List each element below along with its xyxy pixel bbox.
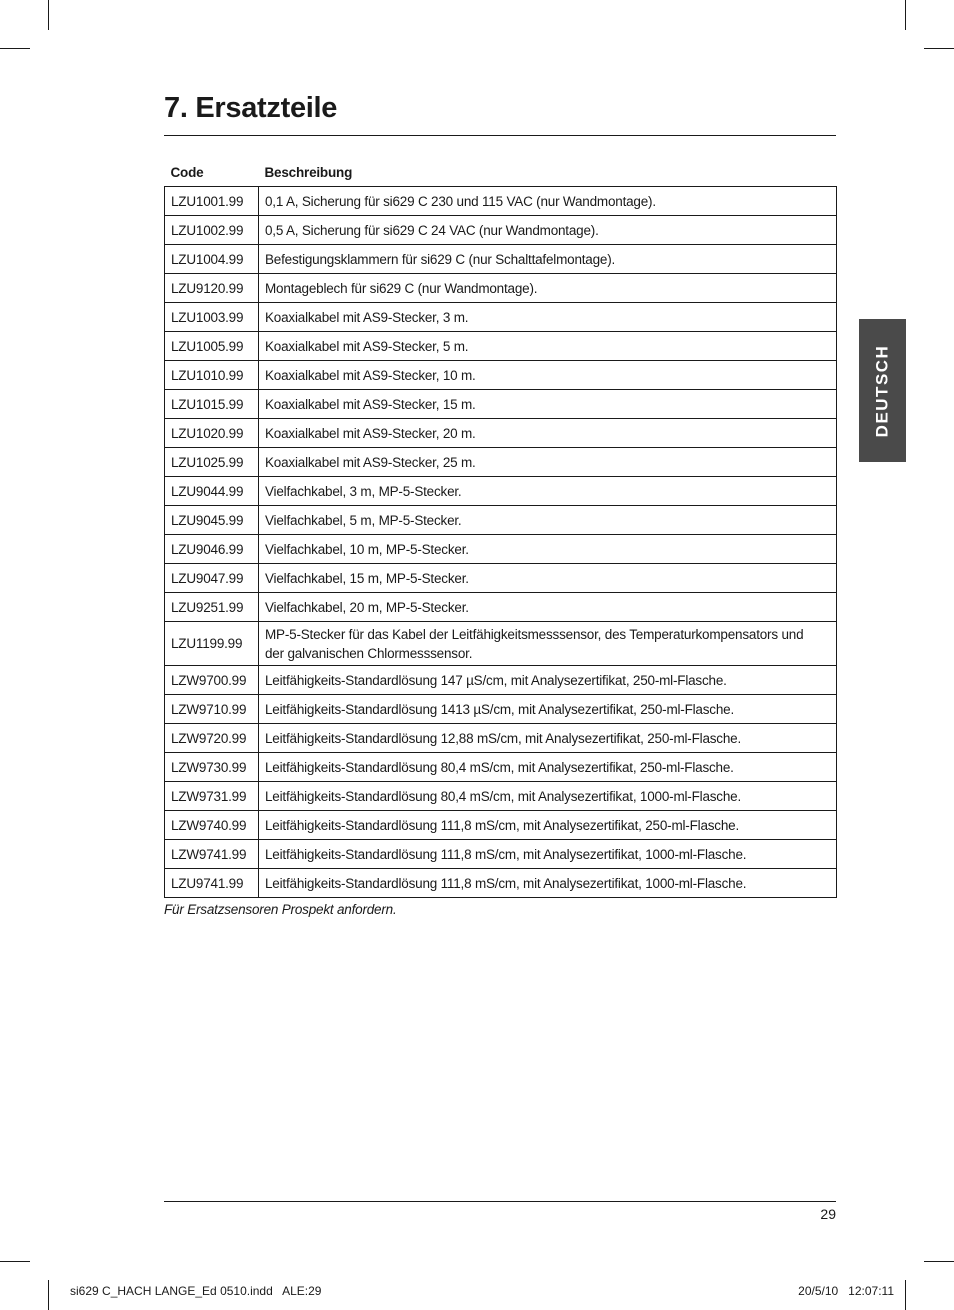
part-code: LZU9045.99 [165, 506, 259, 535]
part-code: LZU9046.99 [165, 535, 259, 564]
table-row [165, 840, 837, 869]
part-description: Koaxialkabel mit AS9-Stecker, 20 m. [259, 419, 837, 448]
crop-mark [924, 48, 954, 49]
part-description: Vielfachkabel, 15 m, MP-5-Stecker. [259, 564, 837, 593]
table-row [165, 390, 837, 419]
part-code: LZU1004.99 [165, 245, 259, 274]
part-code: LZU1010.99 [165, 361, 259, 390]
part-code: LZW9731.99 [165, 782, 259, 811]
table-row [165, 361, 837, 390]
crop-mark [48, 0, 49, 30]
print-slug-timestamp: 20/5/10 12:07:11 [798, 1284, 894, 1298]
language-tab [859, 319, 906, 462]
table-row [165, 419, 837, 448]
part-description: Montageblech für si629 C (nur Wandmontage). [259, 274, 837, 303]
part-code: LZW9741.99 [165, 840, 259, 869]
column-header-code: Code [170, 164, 204, 180]
page-title: 7. Ersatzteile [164, 92, 338, 124]
part-description: Leitfähigkeits-Standardlösung 80,4 mS/cm, mit Analysezertifikat, 250-ml-Flasche. [259, 753, 837, 782]
part-description: Koaxialkabel mit AS9-Stecker, 10 m. [259, 361, 837, 390]
part-description: Koaxialkabel mit AS9-Stecker, 5 m. [259, 332, 837, 361]
table-row [165, 303, 837, 332]
table-row [165, 869, 837, 898]
crop-mark [905, 1280, 906, 1310]
part-description: Vielfachkabel, 3 m, MP-5-Stecker. [259, 477, 837, 506]
table-row [165, 332, 837, 361]
crop-mark [48, 1280, 49, 1310]
table-row [165, 695, 837, 724]
table-row [165, 724, 837, 753]
part-description: Leitfähigkeits-Standardlösung 80,4 mS/cm, mit Analysezertifikat, 1000-ml-Flasche. [259, 782, 837, 811]
table-row [165, 535, 837, 564]
part-code: LZU1025.99 [165, 448, 259, 477]
part-code: LZU1015.99 [165, 390, 259, 419]
crop-mark [0, 48, 30, 49]
table-row [165, 782, 837, 811]
part-description: Koaxialkabel mit AS9-Stecker, 3 m. [259, 303, 837, 332]
part-code: LZW9740.99 [165, 811, 259, 840]
part-description: 0,1 A, Sicherung für si629 C 230 und 115 VAC (nur Wandmontage). [259, 187, 837, 216]
part-description: Koaxialkabel mit AS9-Stecker, 15 m. [259, 390, 837, 419]
language-tab-label: DEUTSCH [872, 344, 892, 437]
crop-mark [924, 1261, 954, 1262]
part-code: LZU1001.99 [165, 187, 259, 216]
table-row [165, 187, 837, 216]
part-code: LZU9047.99 [165, 564, 259, 593]
part-description: Vielfachkabel, 20 m, MP-5-Stecker. [259, 593, 837, 622]
part-description-line: der galvanischen Chlormesssensor. [265, 645, 473, 661]
part-description: Leitfähigkeits-Standardlösung 111,8 mS/cm, mit Analysezertifikat, 250-ml-Flasche. [259, 811, 837, 840]
table-row [165, 216, 837, 245]
table-row [165, 622, 837, 666]
part-description: Leitfähigkeits-Standardlösung 147 µS/cm, mit Analysezertifikat, 250-ml-Flasche. [259, 666, 837, 695]
table-row [165, 245, 837, 274]
part-code: LZU9044.99 [165, 477, 259, 506]
column-header-description: Beschreibung [264, 164, 353, 180]
part-code: LZU9120.99 [165, 274, 259, 303]
page-number: 29 [820, 1206, 836, 1222]
table-row [165, 666, 837, 695]
table-row [165, 593, 837, 622]
part-code: LZU9741.99 [165, 869, 259, 898]
title-divider [164, 135, 836, 136]
part-code: LZU1020.99 [165, 419, 259, 448]
part-description [259, 622, 837, 666]
print-slug-file: si629 C_HACH LANGE_Ed 0510.indd ALE:29 [70, 1284, 322, 1298]
part-description: Koaxialkabel mit AS9-Stecker, 25 m. [259, 448, 837, 477]
crop-mark [905, 0, 906, 30]
table-row [165, 448, 837, 477]
part-code: LZU1005.99 [165, 332, 259, 361]
spare-parts-table [164, 158, 837, 898]
part-code: LZW9710.99 [165, 695, 259, 724]
part-description: Leitfähigkeits-Standardlösung 1413 µS/cm, mit Analysezertifikat, 250-ml-Flasche. [259, 695, 837, 724]
footnote: Für Ersatzsensoren Prospekt anfordern. [164, 902, 397, 917]
part-code: LZW9700.99 [165, 666, 259, 695]
part-description: Befestigungsklammern für si629 C (nur Schalttafelmontage). [259, 245, 837, 274]
table-row [165, 477, 837, 506]
part-description: Leitfähigkeits-Standardlösung 12,88 mS/cm, mit Analysezertifikat, 250-ml-Flasche. [259, 724, 837, 753]
part-description: 0,5 A, Sicherung für si629 C 24 VAC (nur Wandmontage). [259, 216, 837, 245]
part-description: Leitfähigkeits-Standardlösung 111,8 mS/cm, mit Analysezertifikat, 1000-ml-Flasche. [259, 869, 837, 898]
part-description: Leitfähigkeits-Standardlösung 111,8 mS/cm, mit Analysezertifikat, 1000-ml-Flasche. [259, 840, 837, 869]
table-row [165, 811, 837, 840]
table-row [165, 506, 837, 535]
part-code: LZW9720.99 [165, 724, 259, 753]
table-row [165, 753, 837, 782]
footer-divider [164, 1201, 836, 1202]
table-header-row [165, 158, 837, 187]
part-code: LZU1003.99 [165, 303, 259, 332]
part-code: LZW9730.99 [165, 753, 259, 782]
part-description: Vielfachkabel, 10 m, MP-5-Stecker. [259, 535, 837, 564]
part-code: LZU1199.99 [165, 622, 259, 666]
part-code: LZU1002.99 [165, 216, 259, 245]
table-row [165, 274, 837, 303]
part-code: LZU9251.99 [165, 593, 259, 622]
part-description-line: MP-5-Stecker für das Kabel der Leitfähigkeitsmesssensor, des Temperaturkompensators und [265, 626, 804, 642]
crop-mark [0, 1261, 30, 1262]
part-description: Vielfachkabel, 5 m, MP-5-Stecker. [259, 506, 837, 535]
table-row [165, 564, 837, 593]
